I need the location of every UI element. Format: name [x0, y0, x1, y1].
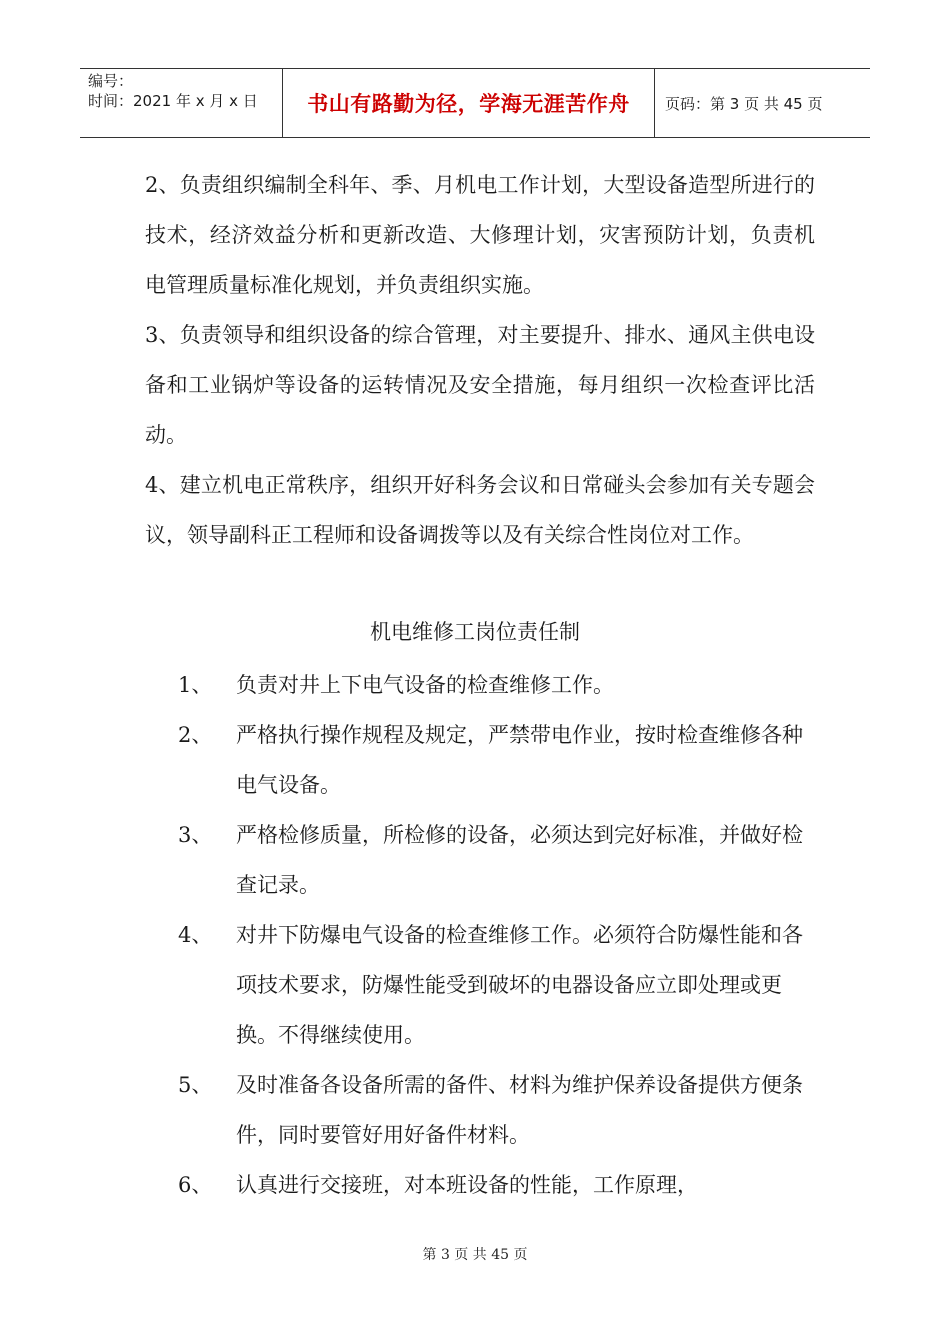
list-item	[178, 710, 818, 810]
item-number: 6、	[178, 1173, 213, 1197]
number-label: 编号：	[88, 72, 134, 90]
item-text: 严格执行操作规程及规定，严禁带电作业，按时检查维修各种电气设备。	[236, 723, 803, 797]
list-item	[178, 810, 818, 910]
page-header	[80, 68, 870, 138]
paragraph: 4、建立机电正常秩序，组织开好科务会议和日常碰头会参加有关专题会议，领导副科正工程师和设备调拨等以及有关综合性岗位对工作。	[145, 473, 815, 547]
list-item	[178, 910, 818, 1060]
list-item	[178, 1160, 818, 1210]
item-number: 3、	[178, 823, 213, 847]
list-item	[178, 1060, 818, 1160]
header-slogan: 书山有路勤为径，学海无涯苦作舟	[283, 69, 655, 137]
item-text: 严格检修质量，所检修的设备，必须达到完好标准，并做好检查记录。	[236, 823, 803, 897]
item-text: 认真进行交接班，对本班设备的性能，工作原理，	[236, 1173, 698, 1197]
item-number: 1、	[178, 673, 213, 697]
item-text: 及时准备各设备所需的备件、材料为维护保养设备提供方便条件，同时要管好用好备件材料。	[236, 1073, 803, 1147]
page-footer: 第 3 页 共 45 页	[422, 1247, 528, 1263]
body-content	[145, 160, 815, 560]
item-text: 对井下防爆电气设备的检查维修工作。必须符合防爆性能和各项技术要求，防爆性能受到破坏的电器设备应立即处理或更换。不得继续使用。	[236, 923, 803, 1047]
item-number: 2、	[178, 723, 213, 747]
section-title: 机电维修工岗位责任制	[370, 620, 580, 644]
header-page-label: 页码：第 3 页 共 45 页	[665, 94, 823, 113]
paragraph: 3、负责领导和组织设备的综合管理，对主要提升、排水、通风主供电设备和工业锅炉等设备的运转情况及安全措施，每月组织一次检查评比活动。	[145, 323, 815, 447]
header-meta	[80, 69, 283, 137]
duty-list	[178, 660, 818, 1210]
date-label: 时间：2021 年 x 月 x 日	[88, 92, 258, 110]
list-item	[178, 660, 818, 710]
item-number: 4、	[178, 923, 213, 947]
item-number: 5、	[178, 1073, 213, 1097]
paragraph: 2、负责组织编制全科年、季、月机电工作计划，大型设备造型所进行的技术，经济效益分析和更新改造、大修理计划，灾害预防计划，负责机电管理质量标准化规划，并负责组织实施。	[145, 173, 815, 297]
item-text: 负责对井上下电气设备的检查维修工作。	[236, 673, 614, 697]
